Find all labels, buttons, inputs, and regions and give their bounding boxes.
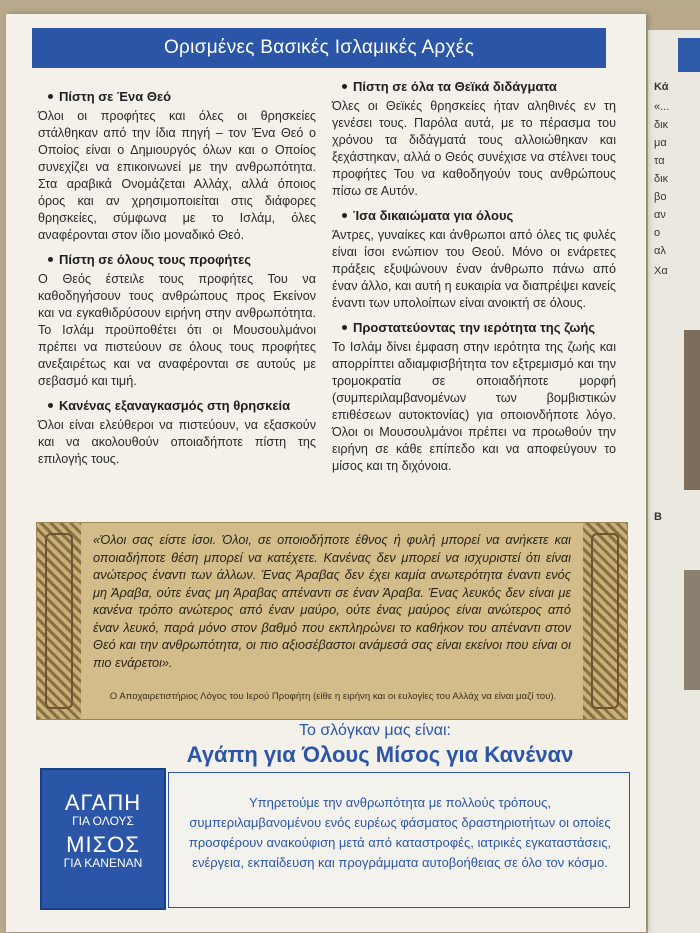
service-box xyxy=(168,772,630,908)
next-page-fragment: δικ xyxy=(654,173,669,185)
next-page-fragment: ο xyxy=(654,227,661,239)
next-page-fragment: αν xyxy=(654,209,666,221)
section-text: Όλοι είναι ελεύθεροι να πιστεύουν, να εξασκούν και να ακολουθούν οποιαδήποτε πίστη της επιλογής τους. xyxy=(38,418,316,466)
section-heading: Πίστη σε όλους τους προφήτες xyxy=(38,251,316,268)
quote-text: «Όλοι σας είστε ίσοι. Όλοι, σε οποιοδήποτε έθνος ή φυλή μπορεί να ανήκετε και οποιαδήποτε θέση μπορεί να κατέχετε. Κανένας δεν μπορεί να ισχυριστεί ότι είναι ανώτερος έναντι των άλλων. Ένας Άραβας δεν έχει καμία ανωτερότητα έναντι ενός μη Άραβα, ούτε ένας μη Άραβας απέναντι σε έναν Άραβα. Ένας λευκός δεν είναι με κανένα τρόπο ανώτερος από έναν μαύρο, ούτε ένας μαύρος είναι ανώτερος από έναν λευκό, παρά μόνο στον βαθμό που εκπληρώνει το καθήκον του απέναντι στον Θεό και την ανθρωπότητα, οι πιο αξιοσέβαστοι ανάμεσά σας είναι εκείνοι που είναι οι πιο ενάρετοι». xyxy=(93,532,571,670)
section-text: Το Ισλάμ δίνει έμφαση στην ιερότητα της ζωής και απορρίπτει αδιαμφισβήτητα τον εξτρεμισμό και την τρομοκρατία σε οποιαδήποτε μορφή (συμπεριλαμβανομένων των βομβιστικών επιθέσεων αυτοκτονίας) για οποιονδήποτε λόγο. Όλοι οι Μουσουλμάνοι πρέπει να προωθούν την ειρήνη σε κάθε επίπεδο και να αποφεύγουν το μίσος και τη διχόνοια. xyxy=(332,340,616,473)
next-page-fragment: Β xyxy=(654,511,662,523)
ornament-border-right xyxy=(583,523,627,719)
bullet-icon xyxy=(342,325,347,330)
next-page-fragment: τα xyxy=(654,155,665,167)
ornament-border-left xyxy=(37,523,81,719)
section-banner: Ορισμένες Βασικές Ισλαμικές Αρχές xyxy=(32,28,606,68)
next-page-fragment: Χα xyxy=(654,265,668,277)
next-page-fragment: αλ xyxy=(654,245,666,257)
slogan-logo xyxy=(40,768,166,910)
next-page-photo xyxy=(684,330,700,490)
logo-line: ΜΙΣΟΣ xyxy=(66,832,140,857)
quote-source: Ο Αποχαιρετιστήριος Λόγος του Ιερού Προφήτη (είθε η ειρήνη και οι ευλογίες του Αλλάχ να είναι μαζί του). xyxy=(109,691,557,702)
service-text: Υπηρετούμε την ανθρωπότητα με πολλούς τρόπους, συμπεριλαμβανομένου ενός ευρέως φάσματος δραστηριοτήτων οι οποίες προσφέρουν ανακούφιση μετά από καταστροφές, ιατρικές εγκαταστάσεις, ενέργεια, εκπαίδευση και προγράμματα αυτοβοήθειας σε όλο τον κόσμο. xyxy=(188,795,612,870)
next-page-fragment: Κά xyxy=(654,81,669,93)
bullet-icon xyxy=(342,213,347,218)
bullet-icon xyxy=(48,94,53,99)
section-text: Άντρες, γυναίκες και άνθρωποι από όλες τις φυλές είναι ίσοι ενώπιον του Θεού. Μόνο οι ενάρετες πράξεις εξυψώνουν έναν άνθρωπο πάνω από έναν άλλο, και αυτή η ευκαιρία να διαπρέψει κανείς έναντι των υπολοίπων είναι ανοικτή σε όλους. xyxy=(332,228,616,310)
section-text: Ο Θεός έστειλε τους προφήτες Του να καθοδηγήσουν τους ανθρώπους προς Εκείνον και να εγκαθιδρύσουν ειρήνη στην ανθρωπότητα. Το Ισλάμ προϋποθέτει ότι οι Μουσουλμάνοι πρέπει να πιστεύουν σε όλους τους προφήτες ανεξαιρέτως και να αναφέρονται σε αυτούς με σεβασμό και τιμή. xyxy=(38,272,316,388)
logo-line: ΓΙΑ ΚΑΝΕΝΑΝ xyxy=(63,856,143,870)
slogan-intro: Το σλόγκαν μας είναι: xyxy=(299,722,451,739)
next-page-photo xyxy=(684,570,700,690)
slogan-title: Αγάπη για Όλους Μίσος για Κανέναν xyxy=(186,742,574,767)
next-page-edge xyxy=(648,30,700,933)
section-heading: Πίστη σε Ένα Θεό xyxy=(38,88,316,105)
logo-line: ΓΙΑ ΟΛΟΥΣ xyxy=(72,814,134,828)
quote-panel xyxy=(36,522,628,720)
next-page-banner xyxy=(678,38,700,72)
bullet-icon xyxy=(48,257,53,262)
section-text: Όλοι οι προφήτες και όλες οι θρησκείες στάλθηκαν από την ίδια πηγή – τον Ένα Θεό ο Οποίος είναι ο Δημιουργός όλων και ο Οποίος συνεχίζει να επικοινωνεί με την ανθρωπότητα. Στα αραβικά Ονομάζεται Αλλάχ, αλλά όποιος όρος και αν χρησιμοποιείται στις διάφορες θρησκείες, σύμφωνα με το Ισλάμ, όλες αναφέρονται στον ίδιο μοναδικό Θεό. xyxy=(38,109,316,242)
next-page-fragment: «... xyxy=(654,101,670,113)
left-column xyxy=(38,88,316,475)
section-heading: Προστατεύοντας την ιερότητα της ζωής xyxy=(332,319,616,336)
logo-line: ΑΓΑΠΗ xyxy=(64,790,142,815)
section-heading: Κανένας εξαναγκασμός στη θρησκεία xyxy=(38,397,316,414)
bullet-icon xyxy=(342,84,347,89)
bullet-icon xyxy=(48,403,53,408)
right-column xyxy=(332,78,616,482)
next-page-fragment: μα xyxy=(654,137,667,149)
section-heading: Ίσα δικαιώματα για όλους xyxy=(332,207,616,224)
next-page-fragment: βο xyxy=(654,191,667,203)
section-text: Όλες οι Θεϊκές θρησκείες ήταν αληθινές εν τη γενέσει τους. Παρόλα αυτά, με το πέρασμα του χρόνου τα διδάγματά τους αλλοιώθηκαν και ξεχάστηκαν, αλλά ο Θεός συνέχισε να στέλνει τους προφήτες Του να καθοδηγούν τους ανθρώπους πίσω σε Αυτόν. xyxy=(332,99,616,198)
next-page-fragment: δικ xyxy=(654,119,669,131)
section-heading: Πίστη σε όλα τα Θεϊκά διδάγματα xyxy=(332,78,616,95)
